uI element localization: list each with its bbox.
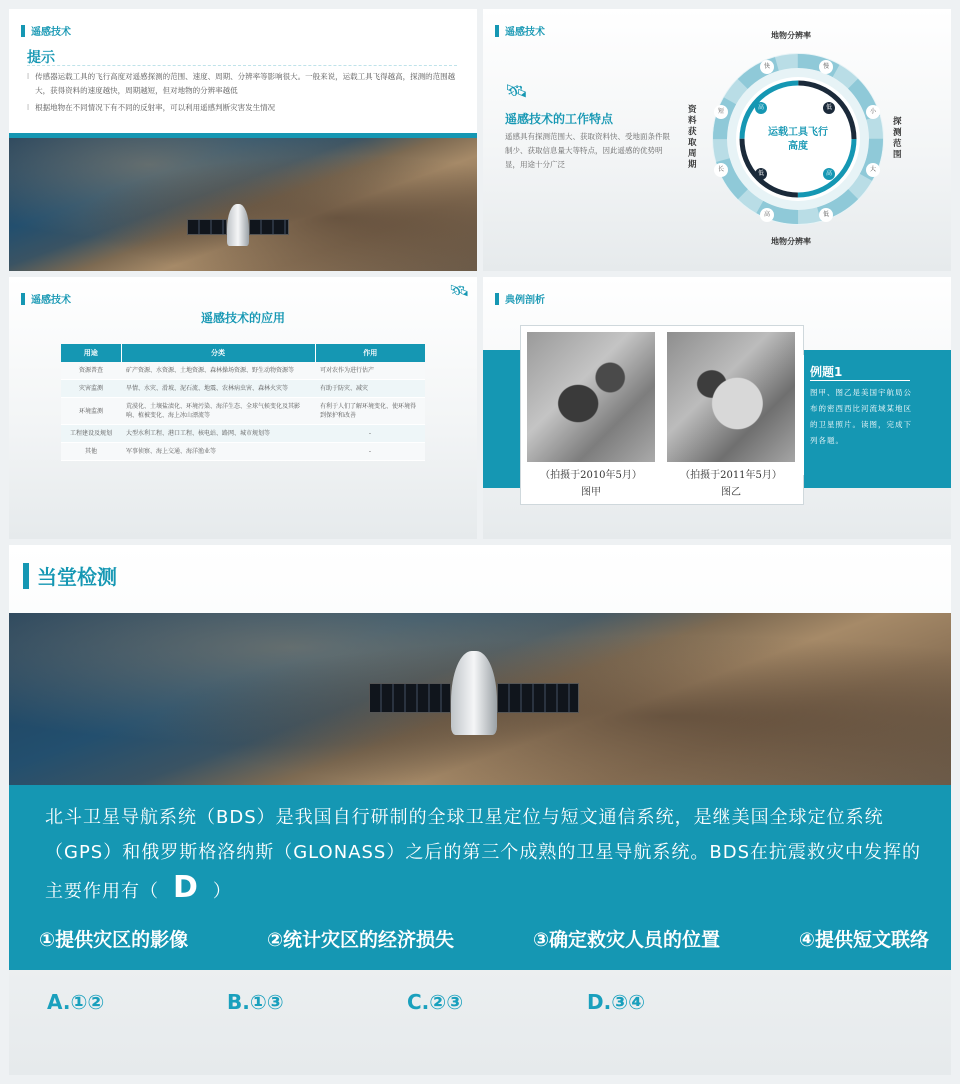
satellite-photo-2011 bbox=[667, 332, 795, 462]
header-bar bbox=[495, 25, 499, 37]
slide-applications bbox=[9, 277, 477, 539]
earth-satellite-image bbox=[9, 138, 477, 271]
applications-table bbox=[61, 344, 425, 461]
header-label: 典例剖析 bbox=[505, 295, 545, 306]
option-item: ①提供灾区的影像 bbox=[39, 929, 189, 951]
column-header: 作用 bbox=[315, 344, 425, 362]
tip-item: l 根据地物在不同情况下有不同的反射率，可以利用遥感判断灾害发生情况 bbox=[27, 101, 457, 115]
question-end: ） bbox=[212, 881, 232, 902]
option-item: ③确定救灾人员的位置 bbox=[532, 929, 721, 951]
ring-badge: 长 bbox=[714, 163, 728, 177]
slide-header bbox=[21, 23, 71, 38]
table-cell: 矿产资源、水资源、土地资源、森林操场资源、野生动物资源等 bbox=[121, 362, 315, 380]
table-cell: 有利于人们了解环境变化、使环境得到保护和改善 bbox=[315, 398, 425, 425]
table-cell: - bbox=[315, 443, 425, 461]
table-row bbox=[61, 362, 425, 380]
label-bottom: 地物分辨率 bbox=[771, 237, 811, 246]
ring-center: 运载工具飞行高度 bbox=[768, 127, 828, 152]
question-panel bbox=[9, 785, 951, 970]
tip-underline bbox=[27, 65, 457, 66]
table-cell: 资源普查 bbox=[61, 362, 121, 380]
table-row bbox=[61, 398, 425, 425]
table-cell: 可对农作为进行估产 bbox=[315, 362, 425, 380]
table-cell: 大型水利工程、港口工程、核电站、路网、城市规划等 bbox=[121, 425, 315, 443]
slide-example bbox=[483, 277, 951, 539]
photo-caption: （拍摄于2010年5月） bbox=[540, 470, 642, 481]
table-cell: 工程建设及规划 bbox=[61, 425, 121, 443]
table-cell: - bbox=[315, 425, 425, 443]
choice-d[interactable]: D.③④ bbox=[587, 990, 646, 1014]
photo-caption: （拍摄于2011年5月） bbox=[680, 470, 782, 481]
header-bar bbox=[21, 293, 25, 305]
applications-title: 遥感技术的应用 bbox=[200, 311, 285, 325]
ring-badge: 大 bbox=[866, 163, 880, 177]
table-row bbox=[61, 425, 425, 443]
table-cell: 荒漠化、土壤盐渍化、环境污染、海洋生态、全球气候变化及其影响、植被变化、海上冰山漂流等 bbox=[121, 398, 315, 425]
features-title: 遥感技术的工作特点 bbox=[505, 112, 614, 126]
slide-header bbox=[23, 561, 117, 590]
example-box bbox=[801, 355, 804, 475]
table-row bbox=[61, 380, 425, 398]
example-body: 图甲、图乙是美国宇航局公布的密西西比河流域某地区的卫星照片。读图，完成下列各题。 bbox=[810, 388, 912, 445]
label-left: 资料获取周期 bbox=[688, 105, 697, 170]
inner-badge: 低 bbox=[823, 102, 835, 114]
tip-text: 传感器运载工具的飞行高度对遥感探测的范围、速度、周期、分辨率等影响很大。一般来说，运载工具飞得越高，探测的范围越大，获得资料的速度越快，周期越短，但对地物的分辨率越低 bbox=[35, 72, 456, 95]
label-top: 地物分辨率 bbox=[771, 31, 811, 40]
table-row bbox=[61, 443, 425, 461]
answer-mark: D bbox=[173, 870, 199, 905]
choice-c[interactable]: C.②③ bbox=[407, 990, 464, 1014]
question-body: 北斗卫星导航系统（BDS）是我国自行研制的全球卫星定位与短文通信系统，是继美国全球定位系统（GPS）和俄罗斯格洛纳斯（GLONASS）之后的第三个成熟的卫星导航系统。BDS在抗震救灾中发挥的主要作用有（ bbox=[45, 807, 921, 902]
satellite-icon: 🛰 bbox=[505, 81, 528, 102]
header-label: 当堂检测 bbox=[37, 565, 117, 589]
table-cell: 环境监测 bbox=[61, 398, 121, 425]
options-row bbox=[39, 925, 929, 952]
slide-tips bbox=[9, 9, 477, 271]
ring-badge: 慢 bbox=[819, 60, 833, 74]
satellite-icon: 🛰 bbox=[449, 281, 470, 300]
table-cell: 军事侦察、海上交通、海洋渔业等 bbox=[121, 443, 315, 461]
table-cell: 有助于防灾、减灾 bbox=[315, 380, 425, 398]
ring-badge: 小 bbox=[866, 105, 880, 119]
header-label: 遥感技术 bbox=[31, 27, 71, 38]
slide-header bbox=[21, 291, 71, 306]
photo-card bbox=[520, 325, 804, 505]
ring-badge: 低 bbox=[819, 208, 833, 222]
inner-badge: 高 bbox=[823, 168, 835, 180]
inner-badge: 高 bbox=[755, 102, 767, 114]
table-cell: 灾害监测 bbox=[61, 380, 121, 398]
header-bar bbox=[23, 563, 29, 589]
choice-a[interactable]: A.①② bbox=[47, 990, 105, 1014]
slide-quiz bbox=[9, 545, 951, 1075]
tip-item: l 传感器运载工具的飞行高度对遥感探测的范围、速度、周期、分辨率等影响很大。一般来说，运载工具飞得越高，探测的范围越大，获得资料的速度越快，周期越短，但对地物的分辨率越低 bbox=[27, 70, 457, 98]
header-bar bbox=[21, 25, 25, 37]
choice-b[interactable]: B.①③ bbox=[227, 990, 284, 1014]
slide-header bbox=[495, 23, 545, 38]
satellite-icon bbox=[369, 661, 579, 735]
ring-badge: 快 bbox=[760, 60, 774, 74]
satellite-photo-2010 bbox=[527, 332, 655, 462]
earth-satellite-image bbox=[9, 613, 951, 785]
example-underline bbox=[810, 380, 910, 381]
tip-text: 根据地物在不同情况下有不同的反射率，可以利用遥感判断灾害发生情况 bbox=[35, 103, 276, 112]
header-bar bbox=[495, 293, 499, 305]
slide-features bbox=[483, 9, 951, 271]
satellite-icon bbox=[187, 208, 289, 246]
tip-title: 提示 bbox=[27, 50, 55, 66]
ring-badge: 高 bbox=[760, 208, 774, 222]
ring-badge: 短 bbox=[714, 105, 728, 119]
column-header: 用途 bbox=[61, 344, 121, 362]
photo-label: 图甲 bbox=[581, 487, 601, 498]
question-text bbox=[45, 800, 925, 909]
header-label: 遥感技术 bbox=[505, 27, 545, 38]
features-body: 遥感具有探测范围大、获取资料快、受地面条件限制少、获取信息量大等特点，因此遥感的优势明显，用途十分广泛 bbox=[505, 132, 670, 169]
column-header: 分类 bbox=[121, 344, 315, 362]
header-label: 遥感技术 bbox=[31, 295, 71, 306]
inner-badge: 低 bbox=[755, 168, 767, 180]
photo-label: 图乙 bbox=[721, 487, 741, 498]
option-item: ④提供短文联络 bbox=[798, 929, 929, 951]
option-item: ②统计灾区的经济损失 bbox=[266, 929, 455, 951]
slide-header bbox=[495, 291, 545, 306]
label-right: 探测范围 bbox=[893, 117, 902, 160]
table-cell: 其他 bbox=[61, 443, 121, 461]
example-title: 例题1 bbox=[810, 365, 843, 379]
table-cell: 旱情、水灾、滑坡、泥石流、地震、农林病虫害、森林火灾等 bbox=[121, 380, 315, 398]
